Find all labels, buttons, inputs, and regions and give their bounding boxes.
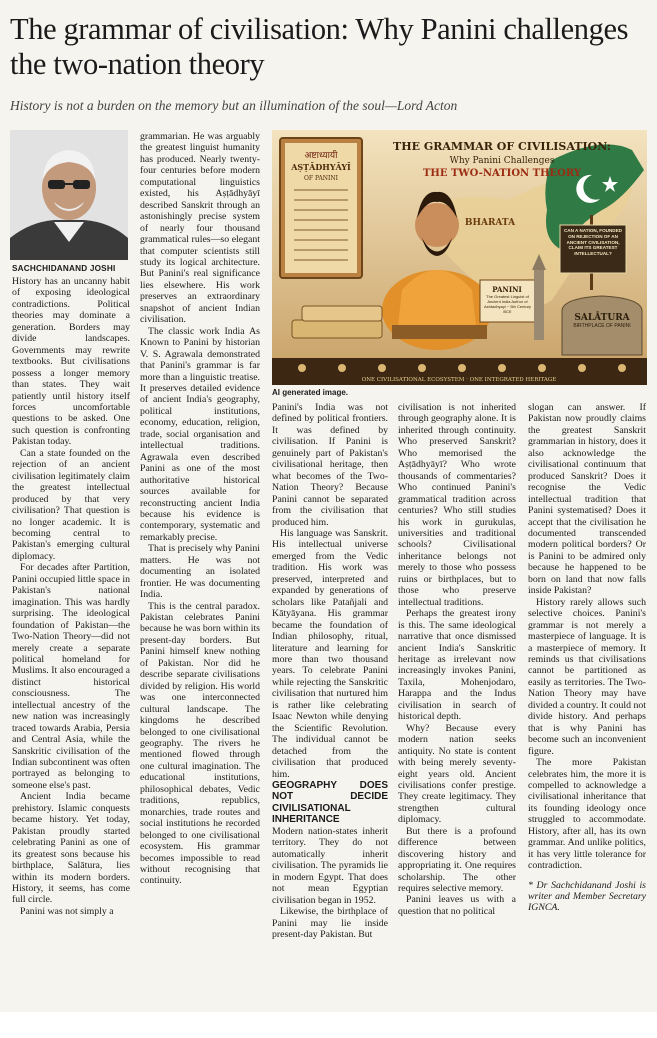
paragraph: But there is a profound difference between discovering history and appropriating it. One requires scholarship. The other requires selective memory.	[398, 825, 516, 895]
book-subtitle: OF PANINI	[303, 175, 339, 182]
stone-subtitle: BIRTHPLACE OF PANINI	[573, 323, 631, 329]
image-caption: AI generated image.	[272, 388, 349, 397]
map-label: BHARATA	[464, 218, 516, 228]
paragraph: Ancient India became prehistory. Islamic conquests became history. Yet today, Pakistan proudly started celebrating Panini as one of its greatest sons because his birthplace, Salātura, lies within its modern borders. History, it seems, has come full circle.	[12, 791, 130, 906]
paragraph: civilisation is not inherited through geography alone. It is inherited through continuity. Who preserved Sanskrit? Who memorised the Aṣṭādhyāyī? Who wrote thousands of commentaries? Who continued Panini's grammatical tradition across centuries? Who still studies his work in gurukulas, universities and traditional schools? Civilisational inheritance belongs not merely to those who possess ruins or birthplaces, but to those who preserve intellectual traditions.	[398, 402, 516, 608]
paragraph: Panini leaves us with a question that no political	[398, 894, 516, 917]
author-photo	[10, 130, 128, 260]
ai-illustration	[272, 130, 647, 385]
paragraph: Perhaps the greatest irony is this. The same ideological narrative that once dismissed ancient India's Sanskritic heritage as irrelevant now increasingly invokes Panini, Taxila, Mohenjodaro, Harappa and the Indus civilisation in search of historical depth.	[398, 608, 516, 723]
column-4	[398, 402, 516, 917]
section-subhead: GEOGRAPHY DOES NOT DECIDE CIVILISATIONAL INHERITANCE	[272, 779, 388, 826]
panini-sublabel: The Greatest Linguist of Ancient India Author of Ashtadhyayi ~ 5th Century BCE	[483, 294, 532, 314]
column-2	[140, 131, 260, 887]
paragraph: His language was Sanskrit. His intellectual universe emerged from the Vedic tradition. His work was preserved, interpreted and expanded by generations of scholars like Patañjali and Kātyāyana. His grammar became the foundation of Indian philosophy, ritual, literature and learning for more than two thousand years. To celebrate Panini while rejecting the Sanskritic civilisation that nurtured him is rather like celebrating Isaac Newton while denying the Scientific Revolution. The individual cannot be detached from the civilisation that produced him.	[272, 527, 388, 780]
paragraph: Likewise, the birthplace of Panini may lie inside present-day Pakistan. But	[272, 906, 388, 941]
column-1	[12, 276, 130, 917]
epigraph-quote: History is not a burden on the memory but an illumination of the soul—Lord Acton	[10, 98, 458, 113]
paragraph: Panini's India was not defined by political frontiers. It was defined by civilisation. If Panini is genuinely part of Pakistan's civilisational heritage, then what becomes of the Two-Nation Theory? Because Panini cannot be separated from the civilisation that produced him.	[272, 402, 388, 528]
book-title: AṢṬĀDHYĀYĪ	[291, 162, 351, 172]
paragraph: That is precisely why Panini matters. He was not documenting an isolated frontier. He was documenting India.	[140, 543, 260, 601]
stone-title: SALĀTURA	[574, 313, 630, 323]
paragraph: For decades after Partition, Panini occupied little space in Pakistan's national imagination. This was hardly surprising. The ideological foundation of Pakistan—the Two-Nation Theory—did not merely create a separate political homeland for Muslims. It also encouraged a distinct historical consciousness. The intellectual ancestry of the new nation was increasingly traced towards Arabia, Persia and Central Asia, while the Sanskritic civilisation of the Indian subcontinent was often portrayed as belonging to someone else's past.	[12, 562, 130, 791]
panini-label: PANINI	[492, 285, 522, 294]
paragraph: The classic work India As Known to Panini by historian V. S. Agrawala demonstrated that Panini's grammar is far more than a linguistic treatise. It preserves detailed evidence of ancient India's geography, political institutions, economy, education, religion, trade, social organisation and intellectual traditions. Agrawala even described Panini as one of the most authoritative historical sources available for reconstructing ancient India because his evidence is contemporary, systematic and remarkably precise.	[140, 325, 260, 543]
sign-text: CAN A NATION, FOUNDED ON REJECTION OF AN ANCIENT CIVILISATION, CLAIM ITS GREATEST INTELLECTUAL?	[563, 228, 622, 257]
column-3	[272, 402, 388, 940]
illustration-subtitle: Why Panini Challenges	[449, 156, 555, 166]
paragraph: This is the central paradox. Pakistan celebrates Panini because he was born within its present-day borders. But Panini himself knew nothing of Pakistan. Nor did he describe separate civilisations divided by religion. His world was one interconnected cultural landscape. The kingdoms he described belonged to one civilisational geography. The rivers he mentioned flowed through one cultural imagination. The educational institutions, philosophical debates, Vedic traditions, republics, monarchies, trade routes and social institutions he recorded belonged to one civilisational ecosystem. His grammar becomes impossible to read without recognising that continuity.	[140, 600, 260, 887]
paragraph: Can a state founded on the rejection of an ancient civilisation legitimately claim the greatest intellectual produced by that very civilisation? That question is no longer academic. It is becoming central to Pakistan's emerging cultural diplomacy.	[12, 447, 130, 562]
byline: SACHCHIDANAND JOSHI	[12, 264, 116, 273]
author-portrait-icon	[10, 130, 128, 260]
illustration-footer: ONE CIVILISATIONAL ECOSYSTEM · ONE INTEGRATED HERITAGE	[361, 377, 557, 383]
headline: The grammar of civilisation: Why Panini challenges the two-nation theory	[10, 12, 629, 81]
paragraph: History rarely allows such selective choices. Panini's grammar is not merely a masterpiece of language. It is a masterpiece of memory. It reminds us that civilisations cannot be partitioned as easily as territories. The Two-Nation Theory may have divided a country. It could not divide history. And perhaps that is why Panini has become such an inconvenient figure.	[528, 596, 646, 757]
paragraph: Modern nation-states inherit territory. They do not automatically inherit civilisation. The pyramids lie in modern Egypt. That does not mean Egyptian civilisation began in 1952.	[272, 825, 388, 906]
paragraph: grammarian. He was arguably the greatest linguist humanity has produced. Nearly twenty-four centuries before modern computational linguistics existed, his Aṣṭādhyāyī described Sanskrit through an astonishingly precise system of nearly four thousand grammatical rules—so elegant that computer scientists still study its logical architecture. But Panini's real significance lies elsewhere. His work preserves an extraordinary snapshot of ancient Indian civilisation.	[140, 131, 260, 326]
illustration-title: THE GRAMMAR OF CIVILISATION:	[393, 140, 611, 153]
author-bio: * Dr Sachchidanand Joshi is writer and Member Secretary IGNCA.	[528, 879, 646, 914]
paragraph: History has an uncanny habit of exposing ideological contradictions. Political theories may dominate a generation. Borders may divide landscapes. Governments may rewrite textbooks. But civilisations possess a longer memory than states. They wait patiently until history itself forces uncomfortable questions to be asked. One such question is confronting Pakistan today.	[12, 276, 130, 448]
book-devanagari: अष्टाध्यायी	[304, 151, 338, 161]
column-5	[528, 402, 646, 914]
paragraph: The more Pakistan celebrates him, the more it is compelled to acknowledge a civilisational inheritance that its founding ideology once struggled to accommodate. History, after all, has its own grammar. And unlike politics, it has very little tolerance for contradiction.	[528, 757, 646, 872]
page-bottom-margin	[0, 1012, 657, 1038]
paragraph: Why? Because every modern nation seeks antiquity. No state is content with being merely seventy-eight years old. Ancient civilisations confer prestige. They create legitimacy. They strengthen cultural diplomacy.	[398, 722, 516, 826]
paragraph: slogan can answer. If Pakistan now proudly claims the greatest Sanskrit grammarian in history, does it also acknowledge the civilisational continuum that produced Sanskrit? Does it recognise the Vedic intellectual tradition that Panini systematised? Does it accept that the civilisation he documented transcended modern political borders? Or is Panini to be admired only because he happened to be born on land that now falls inside Pakistan?	[528, 402, 646, 597]
paragraph: Panini was not simply a	[20, 905, 114, 917]
illustration-subtitle-2: THE TWO-NATION THEORY	[422, 168, 582, 179]
panini-illustration-icon	[272, 130, 647, 385]
